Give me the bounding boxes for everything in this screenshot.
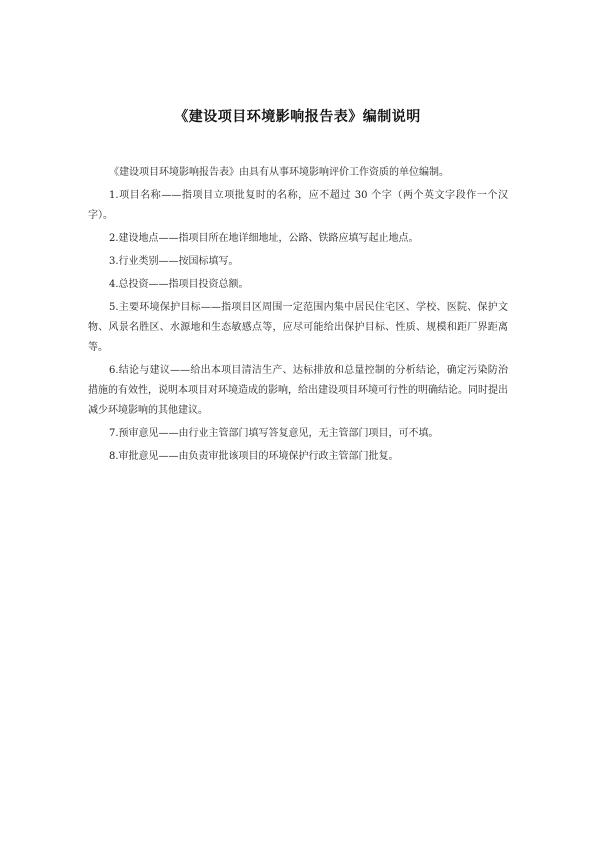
paragraph-item-7: 7.预审意见——由行业主管部门填写答复意见，无主管部门项目，可不填。 <box>109 428 439 439</box>
paragraph-item-5: 5.主要环境保护目标——指项目区周围一定范围内集中居民住宅区、学校、医院、保护文物、风景名胜区、水源地和生态敏感点等，应尽可能给出保护目标、性质、规模和距厂界距离等。 <box>88 302 508 353</box>
paragraph-item-1: 1.项目名称——指项目立项批复时的名称，应不超过 30 个字（两个英文字段作一个汉字）。 <box>88 190 508 221</box>
paragraph-intro: 《建设项目环境影响报告表》由具有从事环境影响评价工作资质的单位编制。 <box>109 167 449 178</box>
paragraph-item-4: 4.总投资——指项目投资总额。 <box>109 279 249 290</box>
document-title: 《建设项目环境影响报告表》编制说明 <box>174 109 421 125</box>
paragraph-item-6: 6.结论与建议——给出本项目清洁生产、达标排放和总量控制的分析结论，确定污染防治措施的有效性，说明本项目对环境造成的影响，给出建设项目环境可行性的明确结论。同时提出减少环境影响的其他建议。 <box>88 365 508 416</box>
document-body <box>88 163 508 470</box>
paragraph-item-2: 2.建设地点——指项目所在地详细地址，公路、铁路应填写起止地点。 <box>109 233 419 244</box>
paragraph-item-8: 8.审批意见——由负责审批该项目的环境保护行政主管部门批复。 <box>109 451 399 462</box>
paragraph-item-3: 3.行业类别——按国标填写。 <box>109 256 239 267</box>
